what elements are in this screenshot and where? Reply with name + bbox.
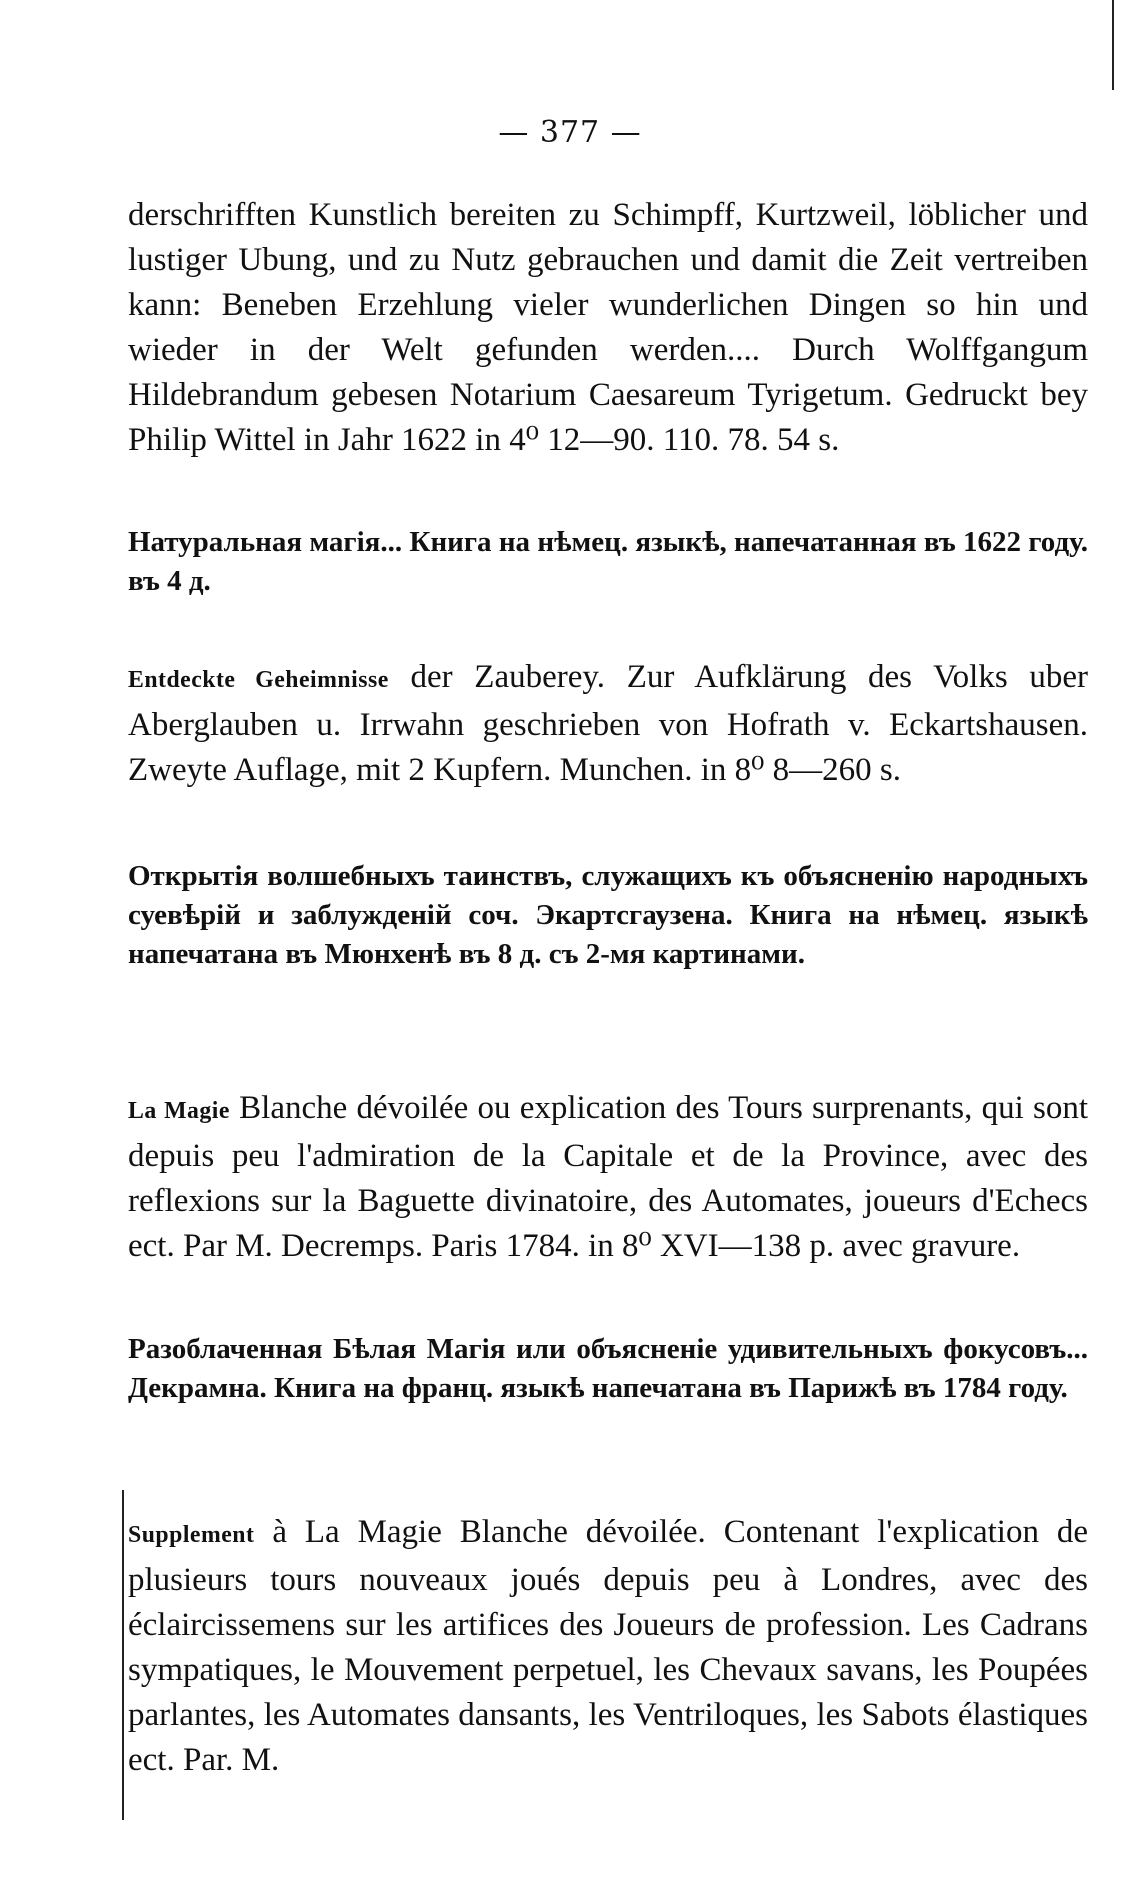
right-edge-line: [1112, 0, 1114, 90]
entry-text: Открытія волшебныхъ таинствъ, служащихъ къ объясненію народныхъ суевѣрій и заблужденій соч. Экартсгаузена. Книга на нѣмец. языкѣ напечатана въ Мюнхенѣ въ 8 д. съ 2-мя картинами.: [128, 860, 1088, 970]
entry-translation-russian: [128, 857, 1088, 974]
entry-eckartshausen: [128, 655, 1088, 793]
entry-text: Натуральная магія... Книга на нѣмец. языкѣ, напечатанная въ 1622 году. въ 4 д.: [128, 526, 1088, 597]
entry-text: Разоблаченная Бѣлая Магія или объясненіе удивительныхъ фокусовъ... Декрамна. Книга на франц. языкѣ напечатана въ Парижѣ въ 1784 году.: [128, 1333, 1088, 1404]
entry-translation-russian: [128, 1330, 1088, 1408]
entry-text: der Zauberey. Zur Aufklärung des Volks uber Aberglauben u. Irrwahn geschrieben von Hofrath v. Eckartshausen. Zweyte Auflage, mit 2 Kupfern. Munchen. in 8⁰ 8—260 s.: [128, 659, 1089, 788]
entry-text: Blanche dévoilée ou explication des Tours surprenants, qui sont depuis peu l'admiration de la Capitale et de la Province, avec des reflexions sur la Baguette divinatoire, des Automates, joueurs d'Echecs ect. Par M. Decremps. Paris 1784. in 8⁰ XVI—138 p. avec gravure.: [128, 1090, 1089, 1264]
entry-lead: La Magie: [128, 1098, 230, 1124]
entry-continuation-german: [128, 193, 1088, 463]
left-edge-line: [122, 1490, 124, 1820]
entry-lead: Entdeckte Geheimnisse: [128, 667, 389, 693]
entry-text: derschrifften Kunstlich bereiten zu Schimpff, Kurtzweil, löblicher und lustiger Ubung, und zu Nutz gebrauchen und damit die Zeit vertreiben kann: Beneben Erzehlung vieler wunderlichen Dingen so hin und wieder in der Welt gefunden werden.... Durch Wolffgangum Hildebrandum gebesen Notarium Caesareum Tyrigetum. Gedruckt bey Philip Wittel in Jahr 1622 in 4⁰ 12—90. 110. 78. 54 s.: [128, 197, 1088, 458]
entry-lead: Supplement: [128, 1522, 255, 1548]
page-number: — 377 —: [498, 115, 642, 150]
entry-decremps: [128, 1086, 1088, 1269]
entry-supplement: [128, 1510, 1088, 1783]
entry-text: à La Magie Blanche dévoilée. Contenant l'explication de plusieurs tours nouveaux joués depuis peu à Londres, avec des éclaircissemens sur les artifices des Joueurs de profession. Les Cadrans sympatiques, le Mouvement perpetuel, les Chevaux savans, les Poupées parlantes, les Automates dansants, les Ventriloques, les Sabots élastiques ect. Par. M.: [128, 1514, 1089, 1778]
entry-translation-russian: [128, 523, 1088, 601]
